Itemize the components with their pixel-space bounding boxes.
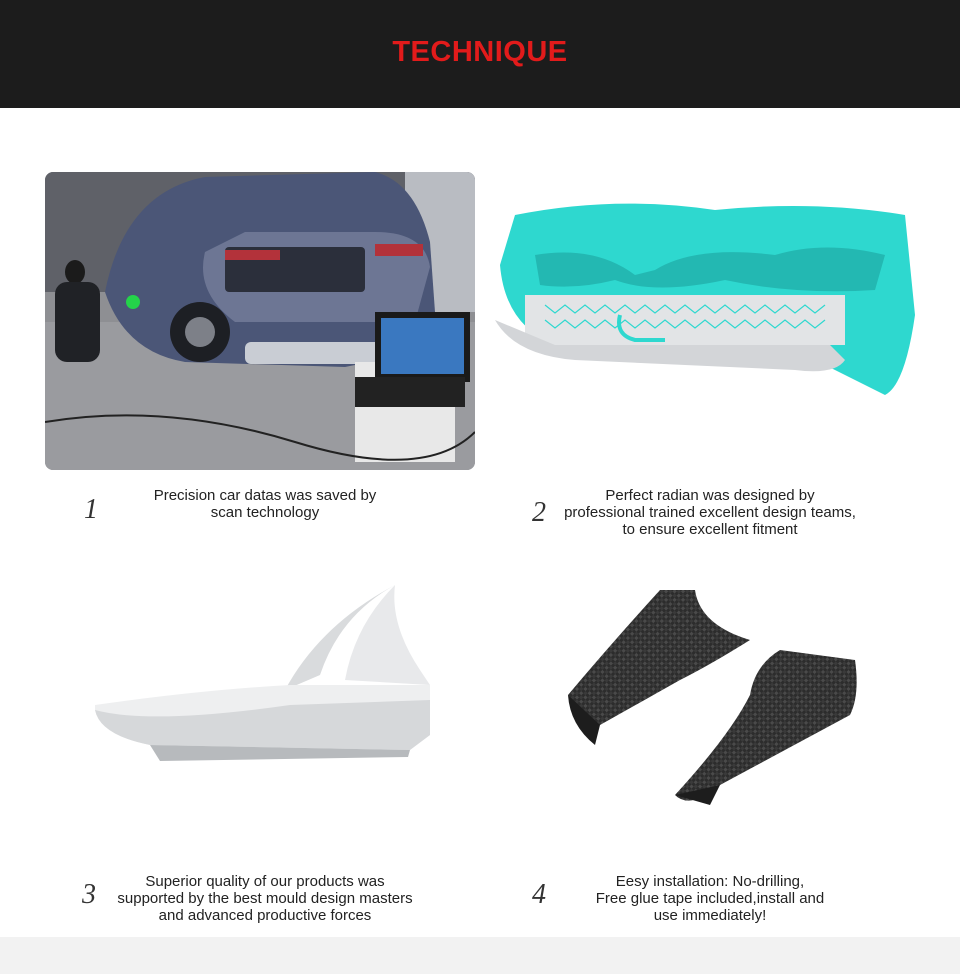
step-caption-1: Precision car datas was saved by scan technology	[153, 487, 377, 521]
step-number-1: 1	[84, 494, 98, 525]
header-banner	[0, 0, 960, 108]
step-caption-2: Perfect radian was designed by professional trained excellent design teams, to ensure excellent fitment	[564, 487, 856, 538]
step-number-2: 2	[532, 497, 546, 528]
step-number-4: 4	[532, 879, 546, 910]
car-scanning-image	[45, 172, 475, 470]
step-caption-4: Eesy installation: No-drilling, Free glue tape included,install and use immediately!	[595, 873, 825, 924]
white-splitter-image	[90, 585, 440, 775]
carbon-splitters-image	[560, 585, 870, 815]
bumper-model-image	[495, 195, 920, 405]
step-caption-3: Superior quality of our products was supported by the best mould design masters and advanced productive forces	[117, 873, 413, 924]
section-title: TECHNIQUE	[392, 36, 568, 68]
step-number-3: 3	[82, 879, 96, 910]
footer-band	[0, 937, 960, 974]
